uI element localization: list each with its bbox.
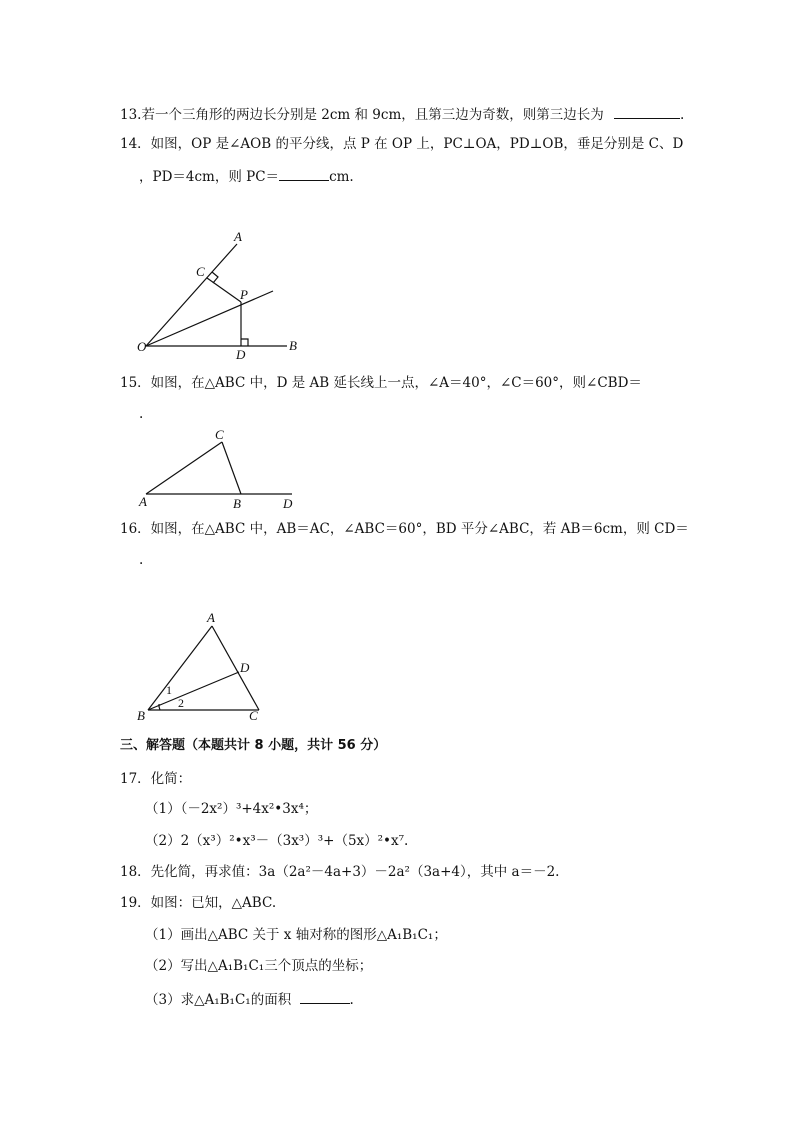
question-16-line-1: 16．如图，在△ABC 中，AB＝AC，∠ABC＝60°，BD 平分∠ABC，若 AB＝6cm，则 CD＝ — [120, 521, 689, 537]
question-17-part-2: （2）2（x³）²•x³－（3x³）³+（5x）²•x⁷. — [145, 833, 409, 849]
label-c: C — [196, 264, 205, 279]
label-a: A — [207, 610, 215, 625]
label-c: C — [215, 427, 224, 442]
label-angle-1: 1 — [166, 683, 172, 697]
question-19-part-3-text: （3）求△A₁B₁C₁的面积 — [145, 992, 292, 1008]
question-13-end: . — [680, 107, 685, 123]
question-15-line-2: . — [139, 406, 144, 422]
question-19-title: 19．如图：已知，△ABC. — [120, 895, 277, 911]
label-b: B — [233, 496, 241, 511]
label-d: D — [236, 347, 246, 362]
label-d: D — [240, 660, 250, 675]
label-b: B — [289, 338, 297, 353]
question-14-line-1: 14．如图，OP 是∠AOB 的平分线，点 P 在 OP 上，PC⊥OA，PD⊥OB，垂足分别是 C、D — [120, 136, 684, 152]
question-14-line-2-unit: cm. — [329, 169, 354, 185]
question-17-part-1: （1）（－2x²）³+4x²•3x⁴； — [145, 801, 318, 817]
label-d: D — [283, 496, 293, 511]
label-b: B — [137, 708, 145, 723]
question-18: 18．先化简，再求值：3a（2a²－4a+3）－2a²（3a+4），其中 a＝－2. — [120, 864, 560, 880]
label-p: P — [240, 287, 248, 302]
question-13-text: 13.若一个三角形的两边长分别是 2cm 和 9cm，且第三边为奇数，则第三边长为 — [120, 107, 604, 123]
label-o: O — [137, 339, 147, 354]
question-15-line-1: 15．如图，在△ABC 中，D 是 AB 延长线上一点，∠A＝40°，∠C＝60°，则∠CBD＝ — [120, 375, 642, 391]
question-14-line-2-text: ，PD＝4cm，则 PC＝ — [139, 169, 280, 185]
question-19-part-2: （2）写出△A₁B₁C₁三个顶点的坐标； — [145, 958, 373, 974]
label-a: A — [234, 229, 242, 244]
label-c: C — [249, 708, 258, 723]
bisector-bd — [148, 672, 239, 710]
section-title: 三、解答题（本题共计 8 小题，共计 56 分） — [120, 738, 387, 753]
question-17-title: 17．化简： — [120, 771, 192, 787]
answer-blank — [300, 989, 350, 1004]
question-19-part-3 — [145, 989, 354, 1009]
question-19-part-1: （1）画出△ABC 关于 x 轴对称的图形△A₁B₁C₁； — [145, 927, 447, 943]
label-angle-2: 2 — [178, 696, 184, 710]
label-a: A — [139, 494, 147, 509]
side-ac — [212, 626, 259, 710]
question-19-part-3-end: . — [349, 992, 354, 1008]
question-16-line-2: . — [139, 552, 144, 568]
